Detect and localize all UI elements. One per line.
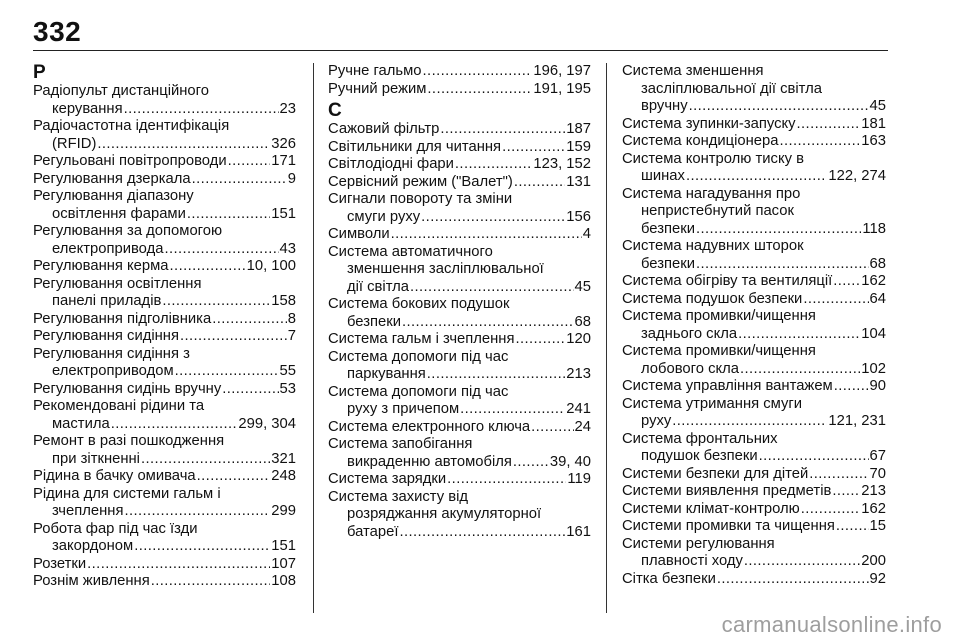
dot-leader [738,326,860,344]
dot-leader [460,401,565,419]
page-reference: 299 [271,503,296,519]
dot-leader [455,156,532,174]
section-letter: С [328,100,342,121]
page-reference: 163 [861,133,886,149]
index-entry [622,466,886,484]
index-term: Сітка безпеки [622,570,716,587]
index-entry [622,501,886,519]
index-term: Система промивки/чищення [622,308,816,324]
index-entry [622,518,886,536]
index-term: освітлення фарами [52,205,186,222]
index-term: безпеки [641,255,695,272]
index-term: Система автоматичного [328,243,493,260]
page-reference: 162 [861,500,886,517]
page-reference: 159 [566,138,591,155]
index-term: Системи клімат-контролю [622,500,800,517]
dot-leader [834,378,869,396]
dot-leader [87,556,270,574]
index-term: Система допомоги під час [328,348,509,365]
index-term: Системи промивки та чищення [622,518,835,534]
index-term: Регулювання сидіння з [33,345,190,362]
page-reference: 68 [574,313,591,330]
index-entry [622,238,886,273]
index-term: Система зменшення [622,63,764,79]
dot-leader [797,116,861,134]
page-reference: 213 [861,483,886,499]
index-term: Ручне гальмо [328,63,422,79]
page-reference: 120 [566,331,591,347]
index-term: Сервісний режим ("Валет") [328,173,513,190]
page-reference: 43 [279,240,296,257]
index-entry [622,571,886,589]
dot-leader [696,221,861,239]
index-term: безпеки [347,313,401,330]
page-reference: 90 [869,378,886,394]
page-reference: 24 [574,418,591,435]
index-entry [328,139,591,157]
dot-leader [836,518,869,536]
index-term: панелі приладів [52,293,162,309]
page-reference: 9 [287,170,296,187]
index-term: шинах [641,168,685,184]
index-entry [328,296,591,331]
index-term: Регулювання сидіння [33,328,179,344]
index-entry [622,133,886,151]
index-term: плавності ходу [641,553,743,569]
index-term: Система допомоги під час [328,383,509,400]
index-entry [33,486,296,521]
index-entry [33,188,296,223]
page-reference: 107 [271,555,296,572]
index-term: Символи [328,226,390,242]
dot-leader [134,538,270,556]
index-term: засліплювальної дії світла [641,80,822,97]
index-column-2 [328,63,591,541]
index-term: безпеки [641,220,695,237]
index-entry [33,328,296,346]
dot-leader [111,416,238,434]
index-term: Системи безпеки для дітей [622,465,809,482]
dot-leader [164,241,278,259]
page-reference: 53 [279,380,296,397]
index-term: Рідина для системи гальм і [33,485,221,502]
index-term: Ручний режим [328,80,427,97]
dot-leader [423,63,533,81]
dot-leader [141,451,270,469]
page-reference: 23 [279,100,296,117]
dot-leader [740,361,860,379]
index-term: Система промивки/чищення [622,343,816,359]
index-entry [328,174,591,192]
index-term: Регулювання освітлення [33,275,202,292]
dot-leader [502,139,565,157]
dot-leader [212,311,287,329]
index-term: вручну [641,98,688,114]
dot-leader [672,413,827,431]
dot-leader [516,331,566,349]
index-entry [33,468,296,486]
page-reference: 151 [271,538,296,554]
dot-leader [228,153,271,171]
dot-leader [744,553,860,571]
index-term: батареї [347,523,399,540]
index-term: Регулювання за допомогою [33,223,223,239]
dot-leader [833,273,860,291]
index-term: Регульовані повітропроводи [33,153,227,169]
index-term: Регулювання підголівника [33,310,212,327]
page-reference: 4 [582,226,591,242]
index-entry [33,521,296,556]
index-entry [33,83,296,118]
dot-leader [97,136,270,154]
index-term: смуги руху [347,208,421,225]
index-entry [328,436,591,471]
index-term: Радіочастотна ідентифікація [33,118,230,134]
index-entry [328,349,591,384]
index-term: Система електронного ключа [328,418,531,435]
page-reference: 8 [287,310,296,327]
index-term: Світильники для читання [328,138,502,155]
page-reference: 68 [869,255,886,272]
page-reference: 119 [567,471,591,487]
index-entry [33,153,296,171]
page-reference: 156 [566,208,591,225]
page-reference: 104 [861,325,886,342]
index-term: Система контролю тиску в [622,150,804,167]
index-term: Система утримання смуги [622,395,803,412]
index-term: Сигнали повороту та зміни [328,191,513,207]
page-reference: 64 [869,290,886,307]
index-entry [33,223,296,258]
dot-leader [427,81,532,99]
index-term: Системи виявлення предметів [622,483,832,499]
dot-leader [399,524,565,542]
index-term: електропривода [52,240,164,257]
index-term: електроприводом [52,363,174,379]
index-term: Регулювання сидінь вручну [33,380,222,397]
page-reference: 200 [861,553,886,569]
header-rule [33,50,888,51]
index-entry [33,381,296,399]
index-term: подушок безпеки [641,448,758,464]
index-term: руху [641,413,672,429]
page-reference: 321 [271,450,296,467]
page-reference: 241 [566,401,591,417]
dot-leader [809,466,868,484]
page-reference: 118 [862,220,886,237]
index-entry [622,396,886,431]
page-reference: 122, 274 [828,168,886,184]
index-entry [328,489,591,542]
page-reference: 55 [279,363,296,379]
index-term: Система захисту від [328,488,469,505]
index-entry [328,191,591,226]
index-term: закордоном [52,538,134,554]
page-reference: 299, 304 [238,415,296,432]
index-term: Регулювання керма [33,258,169,274]
page-reference: 123, 152 [533,156,591,172]
dot-leader [410,279,574,297]
index-term: Система нагадування про [622,185,801,202]
dot-leader [197,468,271,486]
dot-leader [180,328,287,346]
index-entry [622,63,886,116]
page-reference: 70 [869,465,886,482]
dot-leader [170,258,246,276]
dot-leader [717,571,869,589]
page-reference: 213 [566,366,591,382]
index-term: Радіопульт дистанційного [33,83,209,99]
dot-leader [162,293,270,311]
page-reference: 39, 40 [549,453,591,470]
index-entry [33,346,296,381]
page-reference: 102 [861,360,886,377]
page-reference: 181 [861,115,886,132]
index-term: Рідина в бачку омивача [33,468,196,484]
index-entry [622,536,886,571]
index-term: викраденню автомобіля [347,453,512,470]
page-reference: 158 [271,293,296,309]
index-term: Система фронтальних [622,430,778,447]
index-entry [33,573,296,591]
dot-leader [402,314,574,332]
index-entry [328,121,591,139]
index-entry [328,419,591,437]
index-entry [622,186,886,239]
index-term: Система надувних шторок [622,238,804,254]
index-term: Світлодіодні фари [328,156,454,172]
index-term: розряджання акумуляторної [347,506,542,522]
dot-leader [124,101,279,119]
index-entry [622,308,886,343]
dot-leader [447,471,566,489]
index-entry [328,331,591,349]
index-term: мастила [52,415,110,432]
dot-leader [391,226,582,244]
page-reference: 15 [869,518,886,534]
page-reference: 10, 100 [246,258,296,274]
index-term: Система обігріву та вентиляції [622,273,833,289]
index-term: Робота фар під час їзди [33,520,198,537]
dot-leader [832,483,860,501]
page-reference: 248 [271,468,296,484]
dot-leader [759,448,869,466]
index-term: дії світла [347,278,410,295]
index-term: Система кондиціонера [622,133,779,149]
index-term: Регулювання діапазону [33,188,194,204]
index-entry [622,273,886,291]
index-entry [622,431,886,466]
page-reference: 162 [861,273,886,289]
index-entry [33,311,296,329]
index-entry [33,171,296,189]
dot-leader [686,168,827,186]
dot-leader [780,133,861,151]
index-column-1 [33,63,296,591]
index-entry [33,433,296,468]
page-reference: 108 [271,573,296,589]
section-letter: Р [33,62,46,83]
index-term: Рознім живлення [33,573,150,589]
index-entry [33,276,296,311]
index-entry [622,151,886,186]
dot-leader [801,501,861,519]
index-term: руху з причепом [347,401,460,417]
page-reference: 131 [566,173,591,190]
index-entry [622,291,886,309]
index-entry [33,556,296,574]
dot-leader [696,256,869,274]
index-term: Система управління вантажем [622,378,833,394]
index-entry [328,226,591,244]
page-reference: 161 [566,523,591,540]
index-entry [622,343,886,378]
index-entry [328,63,591,81]
index-term: Системи регулювання [622,535,775,552]
index-term: заднього скла [641,325,738,342]
dot-leader [514,174,565,192]
dot-leader [689,98,869,116]
page-reference: 7 [287,328,296,344]
index-term: Система бокових подушок [328,296,510,312]
dot-leader [175,363,279,381]
dot-leader [151,573,271,591]
index-term: Система зарядки [328,471,447,487]
column-divider [313,63,314,613]
index-term: непристебнутий пасок [641,203,794,219]
index-entry [328,384,591,419]
index-term: Система подушок безпеки [622,290,803,307]
index-entry [33,398,296,433]
page-reference: 151 [271,205,296,222]
dot-leader [192,171,287,189]
index-entry [328,81,591,99]
page-reference: 187 [566,121,591,137]
dot-leader [803,291,868,309]
page-reference: 171 [271,153,296,169]
page-reference: 121, 231 [828,413,886,429]
index-entry [33,258,296,276]
index-entry [328,471,591,489]
index-term: Розетки [33,555,87,572]
index-entry [328,244,591,297]
index-term: Система запобігання [328,436,473,452]
index-term: зчеплення [52,503,124,519]
dot-leader [440,121,565,139]
index-term: керування [52,100,123,117]
dot-leader [222,381,278,399]
page-number: 332 [33,16,82,47]
index-entry [33,118,296,153]
index-term: при зіткненні [52,450,140,467]
watermark: carmanualsonline.info [721,612,942,637]
index-term: лобового скла [641,360,739,377]
page-reference: 191, 195 [533,80,591,97]
index-term: Система гальм і зчеплення [328,331,515,347]
index-term: Регулювання дзеркала [33,170,191,187]
index-term: паркування [347,366,426,382]
page-reference: 67 [869,448,886,464]
dot-leader [124,503,270,521]
column-divider [606,63,607,613]
dot-leader [427,366,566,384]
page-reference: 92 [869,570,886,587]
index-entry [328,156,591,174]
dot-leader [531,419,573,437]
index-column-3 [622,63,886,588]
page-reference: 45 [869,98,886,114]
dot-leader [421,209,565,227]
index-entry [622,116,886,134]
index-term: зменшення засліплювальної [347,261,544,277]
index-entry [622,483,886,501]
index-term: (RFID) [52,135,97,152]
index-term: Система зупинки-запуску [622,115,796,132]
page-reference: 326 [271,135,296,152]
dot-leader [513,454,549,472]
dot-leader [187,206,270,224]
index-term: Рекомендовані рідини та [33,398,205,414]
index-term: Ремонт в разі пошкодження [33,433,225,449]
index-term: Сажовий фільтр [328,121,440,137]
page-reference: 45 [574,278,591,295]
index-entry [622,378,886,396]
page-reference: 196, 197 [533,63,591,79]
